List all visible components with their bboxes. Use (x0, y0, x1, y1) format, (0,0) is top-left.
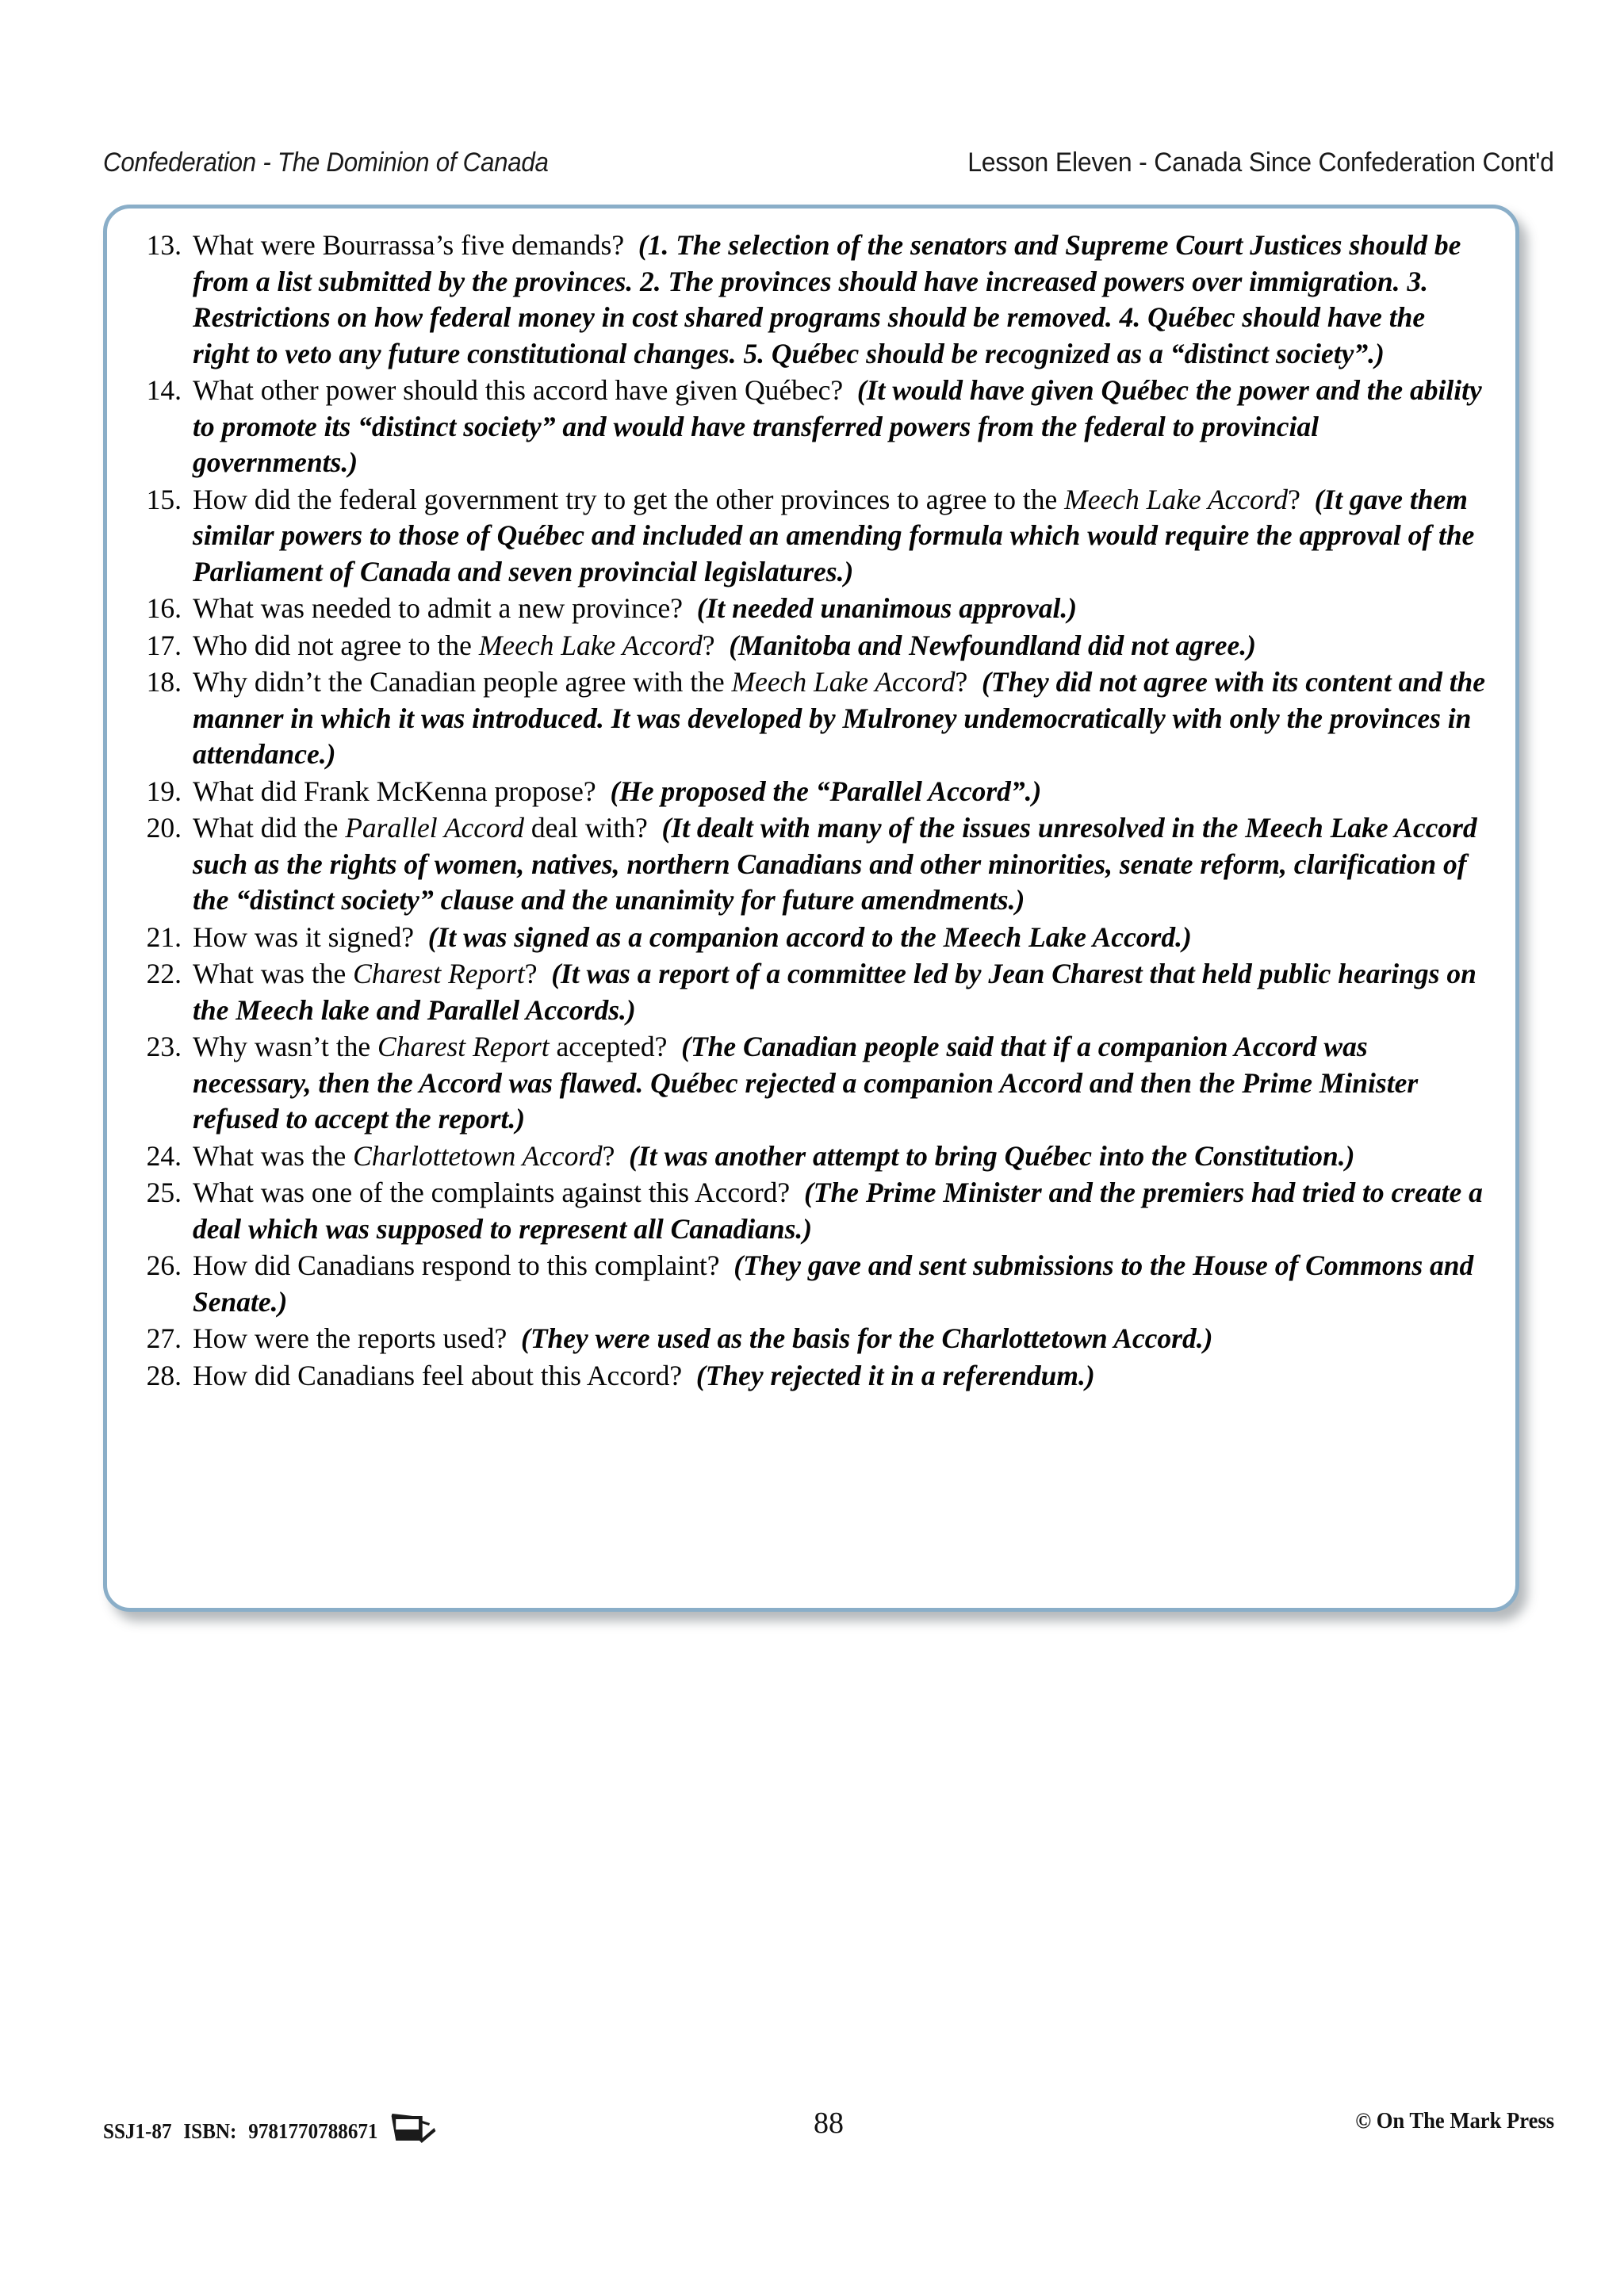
question-body (193, 958, 1477, 1026)
question-number: 15. (146, 483, 182, 515)
question-answer: (He proposed the “Parallel Accord”.) (610, 775, 1042, 807)
question-number: 25. (146, 1177, 182, 1208)
running-head (103, 147, 1554, 184)
question-item (134, 1029, 1488, 1138)
question-item (134, 482, 1488, 591)
question-answer: (It dealt with many of the issues unresolved in the Meech Lake Accord such as the rights of women, natives, northern Canadians and other minorities, senate reform, clarification of the “distinct society” clause and the unanimity for future amendments.) (193, 812, 1477, 916)
question-prompt-post: accepted? (549, 1031, 668, 1062)
question-answer: (1. The selection of the senators and Supreme Court Justices should be from a list submitted by the provinces. 2. The provinces should have increased powers over immigration. 3. Restrictions on how federal money in cost shared programs should be removed. 4. Québec should have the right to veto any future constitutional changes. 5. Québec should be recognized as a “distinct society”.) (193, 229, 1461, 369)
page-footer (103, 2106, 1554, 2153)
question-prompt-title: Meech Lake Accord (1064, 483, 1289, 515)
question-prompt-pre: What was the (193, 1139, 354, 1172)
question-number: 21. (146, 920, 182, 953)
question-body (193, 1177, 1483, 1245)
questions-panel (103, 205, 1519, 1612)
question-prompt: What did Frank McKenna propose? (193, 775, 596, 807)
question-body (193, 1031, 1418, 1135)
question-item (134, 774, 1488, 810)
question-number: 24. (146, 1139, 182, 1172)
question-prompt: How was it signed? (193, 920, 415, 953)
question-body (193, 775, 1041, 807)
question-item (134, 591, 1488, 627)
question-body (193, 629, 1256, 661)
question-prompt-pre: Who did not agree to the (193, 629, 479, 661)
question-item (134, 956, 1488, 1028)
question-prompt-post: ? (702, 629, 715, 661)
running-head-left-title: Confederation - The Dominion of Canada (103, 147, 549, 178)
question-prompt-post: deal with? (524, 812, 648, 844)
question-item (134, 1138, 1488, 1175)
question-prompt-post: ? (955, 666, 968, 698)
question-answer: (They were used as the basis for the Charlottetown Accord.) (521, 1322, 1213, 1354)
question-prompt: What was one of the complaints against this Accord? (193, 1177, 791, 1208)
question-answer: (It was another attempt to bring Québec into the Constitution.) (629, 1139, 1355, 1172)
question-body (193, 1140, 1354, 1172)
question-answer: (It was a report of a committee led by Jean Charest that held public hearings on the Meech lake and Parallel Accords.) (193, 958, 1477, 1026)
question-prompt-pre: How did the federal government try to get the other provinces to agree to the (193, 483, 1065, 515)
question-item (134, 1358, 1488, 1395)
question-prompt-title: Charlottetown Accord (353, 1139, 603, 1172)
question-body (193, 592, 1077, 624)
question-number: 23. (146, 1031, 182, 1062)
question-item (134, 1248, 1488, 1320)
question-prompt-post: ? (602, 1139, 615, 1172)
question-number: 17. (146, 629, 182, 661)
question-prompt: What other power should this accord have given Québec? (193, 374, 844, 406)
question-answer: (It gave them similar powers to those of Québec and included an amending formula which would require the approval of the Parliament of Canada and seven provincial legislatures.) (193, 483, 1475, 587)
question-prompt-title: Parallel Accord (345, 812, 525, 844)
question-number: 19. (146, 775, 182, 807)
question-answer: (It needed unanimous approval.) (696, 592, 1078, 624)
question-item (134, 920, 1488, 956)
footer-isbn-label: ISBN: (183, 2118, 237, 2143)
question-prompt-post: ? (524, 958, 538, 989)
question-answer: (The Canadian people said that if a companion Accord was necessary, then the Accord was flawed. Québec rejected a companion Accord and then the Prime Minister refused to accept the report.) (193, 1031, 1419, 1135)
question-body (193, 484, 1474, 587)
question-number: 26. (146, 1249, 182, 1281)
question-body (193, 1360, 1095, 1391)
question-number: 13. (146, 229, 182, 261)
question-prompt-pre: What did the (193, 812, 346, 844)
question-item (134, 664, 1488, 773)
question-number: 27. (146, 1322, 182, 1354)
footer-copyright: © On The Mark Press (1355, 2109, 1554, 2133)
question-answer: (It was signed as a companion accord to the Meech Lake Accord.) (427, 920, 1192, 953)
question-body (193, 229, 1461, 369)
question-answer: (It would have given Québec the power and the ability to promote its “distinct society” and would have transferred powers from the federal to provincial governments.) (193, 374, 1482, 478)
question-prompt-title: Meech Lake Accord (731, 666, 956, 698)
question-number: 14. (146, 374, 182, 406)
questions-list (134, 228, 1488, 1394)
question-number: 22. (146, 958, 182, 989)
question-body (193, 1322, 1212, 1354)
question-answer: (They did not agree with its content and the manner in which it was introduced. It was developed by Mulroney undemocratically with only the provinces in attendance.) (193, 666, 1486, 770)
question-body (193, 1249, 1473, 1318)
question-number: 16. (146, 592, 182, 624)
question-body (193, 666, 1485, 770)
question-prompt-post: ? (1288, 483, 1300, 515)
question-prompt-pre: Why wasn’t the (193, 1031, 378, 1062)
question-answer: (Manitoba and Newfoundland did not agree.) (729, 629, 1256, 661)
question-body (193, 374, 1482, 478)
question-item (134, 228, 1488, 372)
question-number: 20. (146, 812, 182, 844)
question-prompt: What were Bourrassa’s five demands? (193, 229, 625, 261)
question-item (134, 810, 1488, 919)
question-prompt-title: Charest Report (377, 1031, 550, 1062)
question-prompt-pre: What was the (193, 958, 354, 989)
question-item (134, 373, 1488, 481)
question-number: 28. (146, 1359, 182, 1391)
question-body (193, 921, 1192, 953)
question-prompt-title: Charest Report (353, 958, 525, 989)
footer-product-code: SSJ1-87 (103, 2118, 172, 2143)
question-item (134, 628, 1488, 664)
question-body (193, 812, 1477, 916)
question-number: 18. (146, 666, 182, 698)
question-item (134, 1175, 1488, 1247)
running-head-right-title: Lesson Eleven - Canada Since Confederation Cont'd (967, 147, 1554, 178)
question-prompt: How were the reports used? (193, 1322, 508, 1354)
question-answer: (The Prime Minister and the premiers had tried to create a deal which was supposed to represent all Canadians.) (193, 1177, 1483, 1245)
question-prompt: How did Canadians respond to this complaint? (193, 1249, 720, 1281)
question-prompt: How did Canadians feel about this Accord? (193, 1359, 683, 1391)
question-prompt: What was needed to admit a new province? (193, 592, 684, 624)
question-item (134, 1321, 1488, 1357)
question-prompt-title: Meech Lake Accord (478, 629, 703, 661)
question-answer: (They rejected it in a referendum.) (695, 1359, 1095, 1391)
question-prompt-pre: Why didn’t the Canadian people agree with the (193, 666, 732, 698)
page-number: 88 (814, 2107, 844, 2140)
footer-isbn-value: 9781770788671 (248, 2118, 378, 2143)
question-answer: (They gave and sent submissions to the House of Commons and Senate.) (193, 1249, 1474, 1318)
